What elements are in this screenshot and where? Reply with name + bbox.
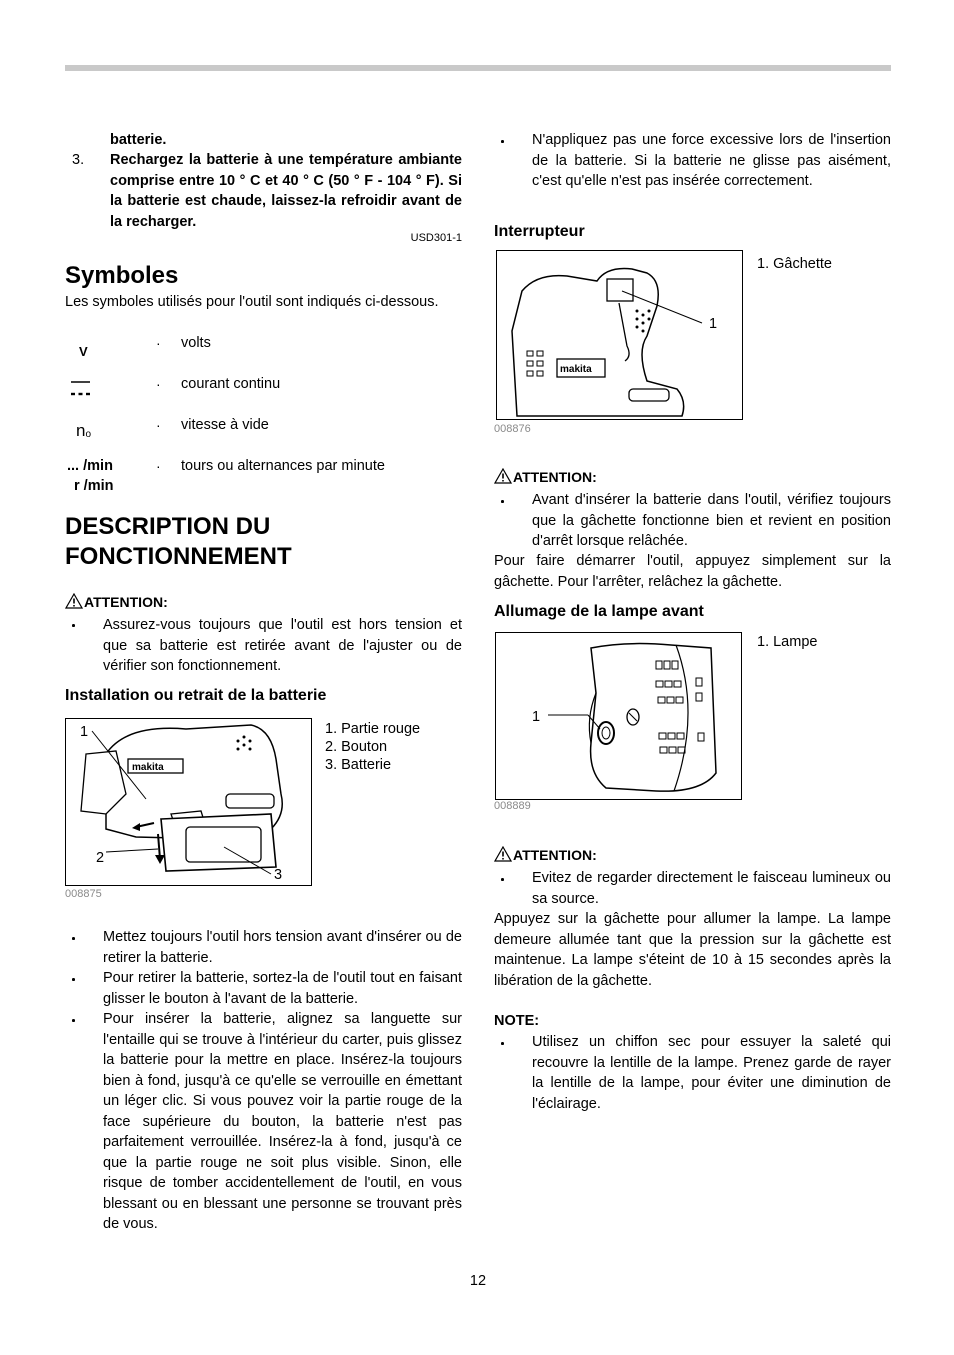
symbol-separator: ·: [156, 417, 161, 433]
bullet-icon: [72, 937, 76, 941]
description-title-line-1: DESCRIPTION DU: [65, 513, 271, 540]
bullet-icon: [501, 878, 505, 882]
top-right-bullet: N'appliquez pas une force excessive lors de l'insertion de la batterie. Si la batterie ne glisse pas aisément, c'est qu'elle n'est pas insérée correctement.: [532, 132, 891, 189]
fig1-legend-1: 1. Partie rouge: [325, 721, 421, 737]
bullet-icon: [501, 1042, 505, 1046]
bullet-icon: [501, 500, 505, 504]
warning-icon: [494, 468, 512, 484]
warning-icon: [65, 593, 83, 609]
callout-1: 1: [709, 316, 718, 332]
header-rule: [65, 65, 891, 71]
symbol-label-volts: volts: [181, 335, 211, 351]
callout-1: 1: [532, 709, 541, 725]
switch-paragraph: Pour faire démarrer l'outil, appuyez simplement sur la gâchette. Pour l'arrêter, relâchez la gâchette.: [494, 553, 891, 590]
fig1-code: 008875: [65, 888, 102, 900]
lamp-title: Allumage de la lampe avant: [494, 603, 704, 620]
trigger-illustration: [497, 251, 743, 420]
fig2-code: 008876: [494, 423, 531, 435]
fig1-legend-3: 3. Batterie: [325, 757, 392, 773]
note-bullet: Utilisez un chiffon sec pour essuyer la saleté qui recouvre la lentille de la lampe. Prenez garde de rayer la lentille de la lampe, pour éviter une diminution de l'éclairage.: [532, 1034, 891, 1112]
lamp-bullet: Evitez de regarder directement le faisceau lumineux ou sa source.: [532, 870, 891, 907]
attention-bullet-text: Assurez-vous toujours que l'outil est hors tension et que sa batterie est retirée avant de l'ajuster ou de vérifier son fonctionnement.: [103, 617, 462, 674]
fig3-legend: 1. Lampe: [757, 634, 818, 650]
symbol-label-rpm: tours ou alternances par minute: [181, 458, 385, 474]
attention-heading: ATTENTION:: [65, 592, 168, 613]
warning-icon: [494, 846, 512, 862]
volts-symbol: V: [79, 344, 88, 359]
page-number: 12: [469, 1273, 487, 1289]
bullet-icon: [72, 624, 76, 628]
symbol-separator: ·: [156, 376, 161, 392]
fig1-legend-2: 2. Bouton: [325, 739, 388, 755]
svg-text:makita: makita: [560, 364, 592, 375]
dc-current-symbol: [70, 380, 92, 405]
install-bullet-3: Pour insérer la batterie, alignez sa languette sur l'entaille qui se trouve à l'intérieur du carter, puis glissez la batterie pour la mettre en place. Insérez-la toujours bien à fond, jusqu'à ce qu'elle se verrouille en émettant un léger clic. Si vous pouvez voir la partie rouge de la face supérieure du bouton, la batterie n'est pas parfaitement verrouillée. Insérez-la à fond, jusqu'à ce que la partie rouge ne soit plus visible. Sinon, elle risque de tomber accidentellement de l'outil, en vous blessant ou en blessant une personne se trouvant près de vous.: [103, 1011, 462, 1232]
fig3-code: 008889: [494, 800, 531, 812]
lamp-figure: [495, 632, 742, 800]
fig2-legend: 1. Gâchette: [757, 256, 832, 272]
item-3-text: Rechargez la batterie à une température ambiante comprise entre 10 ° C et 40 ° C (50 ° F - 104 ° F). Si la batterie est chaude, laissez-la refroidir avant de la recharger.: [110, 152, 462, 230]
callout-1: 1: [80, 724, 89, 740]
doc-code: USD301-1: [410, 232, 462, 244]
callout-2: 2: [96, 850, 105, 866]
symbol-label-speed: vitesse à vide: [181, 417, 269, 433]
install-bullet-2: Pour retirer la batterie, sortez-la de l'outil tout en faisant glisser le bouton à l'avant de la batterie.: [103, 970, 462, 1007]
attention-heading: ATTENTION:: [494, 845, 597, 866]
symbol-separator: ·: [156, 458, 161, 474]
bullet-icon: [501, 140, 505, 144]
bullet-icon: [72, 1019, 76, 1023]
symbols-intro: Les symboles utilisés pour l'outil sont indiqués ci-dessous.: [65, 294, 439, 310]
install-bullet-1: Mettez toujours l'outil hors tension avant d'insérer ou de retirer la batterie.: [103, 929, 462, 966]
description-title-line-2: FONCTIONNEMENT: [65, 543, 292, 570]
svg-text:makita: makita: [132, 762, 164, 773]
bullet-icon: [72, 978, 76, 982]
battery-figure: [65, 718, 312, 886]
note-title: NOTE:: [494, 1013, 540, 1029]
lamp-paragraph: Appuyez sur la gâchette pour allumer la lampe. La lampe demeure allumée tant que la pression sur la gâchette est maintenue. La lampe s'éteint de 10 à 15 secondes après la libération de la gâchette.: [494, 911, 891, 989]
switch-title: Interrupteur: [494, 223, 585, 240]
symbols-title: Symboles: [65, 262, 179, 289]
symbol-separator: ·: [156, 335, 161, 351]
item-3-number: 3.: [72, 152, 85, 168]
rpm-symbol: r /min: [74, 478, 114, 494]
attention-heading: ATTENTION:: [494, 467, 597, 488]
switch-bullet: Avant d'insérer la batterie dans l'outil, vérifiez toujours que la gâchette fonctionne bien et revient en position d'arrêt lorsque relâchée.: [532, 492, 891, 549]
install-title: Installation ou retrait de la batterie: [65, 687, 327, 704]
continued-word: batterie.: [110, 132, 167, 148]
symbol-label-dc: courant continu: [181, 376, 281, 392]
per-minute-symbol: ... /min: [67, 458, 113, 474]
callout-3: 3: [274, 867, 283, 883]
trigger-figure: [496, 250, 743, 420]
no-load-speed-symbol: no: [76, 421, 92, 440]
